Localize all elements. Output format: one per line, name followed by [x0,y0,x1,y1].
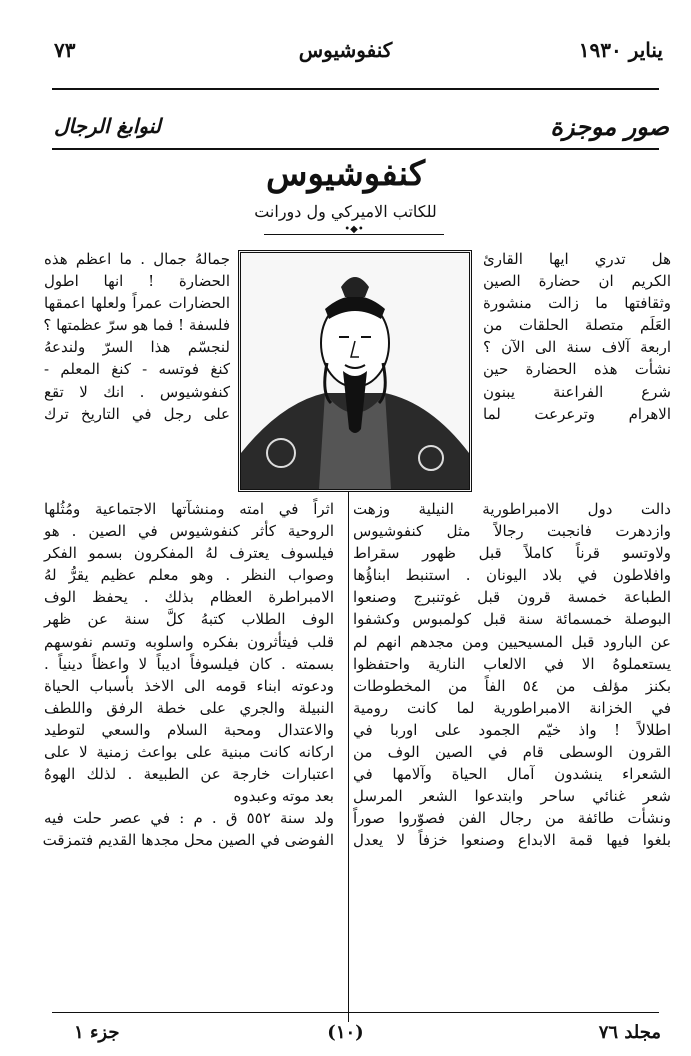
section-title-right: صور موجزة [550,112,669,141]
text-line: فلسفة ! فما هو سرّ عظمتها ؟ [43,316,230,335]
text-line: شعر غنائي ساحر وابتدعوا الشعر المرسل [353,787,671,806]
text-line: اركانه كانت مبنية على بواعث زمنية لا على [44,743,334,762]
volume-label: مجلد ٧٦ [598,1022,661,1043]
text-line: النبيلة والجري على خطة الرفق واللطف [44,698,334,717]
text-line: شرع الفراعنة يبنون [483,382,671,401]
text-line: دالت دول الامبراطورية النيلية وزهت [353,500,671,518]
text-line: الحضارة ! انها اطول [44,272,230,291]
text-line: بعد موته وعبدوه [233,787,334,806]
text-line: الامبراطرة العظام بذلك . يحفظ الوف [44,588,334,607]
text-line: بكنز مؤلف من ٥٤ الفاً من المخطوطات [353,676,671,695]
text-line: وافلاطون في بلاد اليونان . استنبط ابناؤُها [353,566,671,585]
text-line: الشعراء ينشدون آمال الحياة وآلامها في [353,765,671,784]
text-line: الحضارات عمراً ولعلها اعمقها [44,294,230,313]
text-line: والاعتدال ومحبة السلام والسعي لتوطيد [44,720,334,739]
text-line: فيلسوف يعترف لهُ المفكرون بسمو الفكر [44,544,334,563]
text-line: ونشأت طائفة من رجال الفن فصوّروا صوراً [353,809,671,828]
issue-date: يناير ١٩٣٠ [578,38,663,62]
text-line: الاهرام وترعرعت لما [483,404,671,423]
journal-running-title: كنفوشيوس [298,38,393,62]
text-line: الروحية كأثر كنفوشيوس في الصين . هو [44,522,334,541]
text-line: الفوضى في الصين محل مجدها القديم فتمزقت [42,831,334,850]
text-column-left-bottom [44,498,334,852]
text-column-left-top [44,248,230,425]
title-ornament [264,230,444,240]
text-line: الوف الطلاب كتبهُ كلَّ سنة عن ظهر [44,610,334,629]
text-line: يستعملوهُ الا في الالعاب النارية واحتفظوا [353,654,671,673]
section-rule [52,148,659,150]
text-line: ولاوتسو قرناً كاملاً قبل ظهور سقراط [353,544,671,563]
portrait-illustration-icon [241,253,469,489]
text-line: البوصلة خمسمائة سنة قبل كولمبوس وكشفوا [353,610,671,629]
running-head [14,14,677,74]
text-line: اعتبارات خارجة عن الطبيعة . لذلك الهوهُ [44,765,334,784]
text-column-right-top [483,248,671,425]
text-line: في الخزانة الامبراطورية لما كانت رومية [353,698,671,717]
article-byline: للكاتب الاميركي ول دورانت [254,202,437,221]
text-line: كنفوشيوس . انك لا تقع [44,382,230,401]
text-line: اثراً في امته ومنشآتها الاجتماعية ومُثُلها [44,500,334,518]
text-column-right-bottom [353,498,671,852]
footer-rule [52,1012,659,1013]
text-line: عن البارود قبل المسيحيين ومن مجدهم انهم لم [353,632,671,651]
footer-page-number: (١٠) [327,1022,364,1043]
text-line: وصواب النظر . وهو معلم عظيم يقرُّ لهُ [44,566,334,585]
section-title-left: لنوابغ الرجال [54,114,161,138]
text-line: هل تدري ايها القارئ [483,250,671,268]
text-line: اربعة آلاف سنة الى الآن ؟ [483,338,671,357]
text-line: الطباعة خمسة قرون قبل غوتنبرج وصنعوا [353,588,671,607]
text-line: لنجسّم هذا السرّ ولندعهُ [44,338,230,357]
text-line: ودعوته ابناء قومه الى الاخذ بأسباب الحياة [44,676,334,695]
article-title: كنفوشيوس [265,154,426,194]
text-line: ولد سنة ٥٥٢ ق . م : في عصر حلت فيه [44,809,334,828]
text-line: بسمته . كان فيلسوفاً اديباً لا واعظاً دينياً . [44,654,334,673]
magazine-page [14,14,677,1042]
text-line: العَلَم متصلة الحلقات من [483,316,671,335]
text-line: القرون الوسطى قام في الصين الوف من [353,743,671,762]
text-line: كنغ فوتسه - كنغ المعلم - [44,360,230,379]
text-line: الكريم ان حضارة الصين [483,272,671,291]
text-line: على رجل في التاريخ ترك [44,404,230,423]
text-line: قلب فيتأثرون بفكره واسلوبه وتسم نفوسهم [44,632,334,651]
text-line: وثقافتها ما زالت منشورة [483,294,671,313]
confucius-portrait [238,250,472,492]
page-number: ٧٣ [54,38,76,62]
text-line: جمالهُ جمال . ما اعظم هذه [44,250,230,268]
header-rule [52,88,659,90]
text-line: نشأت هذه الحضارة حين [483,360,671,379]
text-line: وازدهرت فانجبت رجالاً مثل كنفوشيوس [353,522,671,541]
part-label: جزء ١ [74,1022,120,1043]
column-divider [348,492,349,1022]
text-line: بلغوا فيها قمة الابداع وصنعوا خزفاً لا يعدل [353,831,671,850]
text-line: اطلالاً ! واذ خيّم الجمود على اوربا في [353,720,671,739]
